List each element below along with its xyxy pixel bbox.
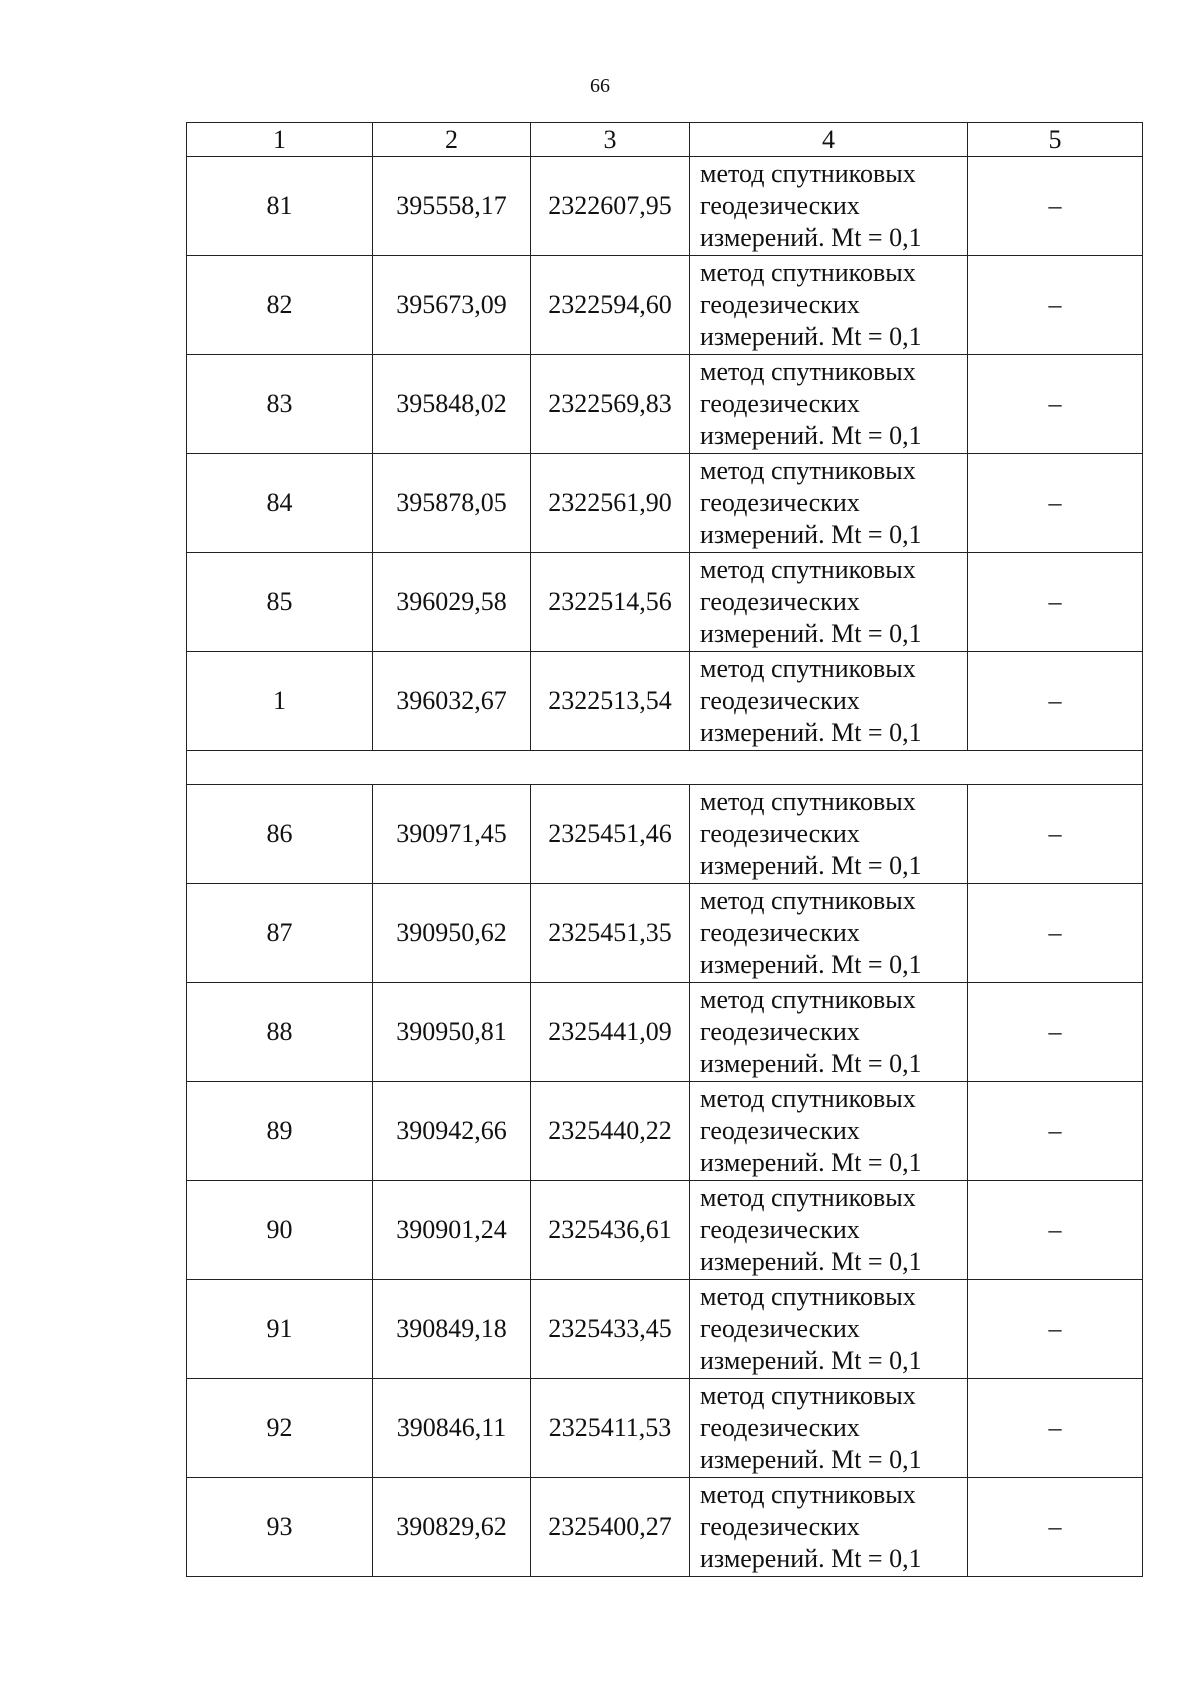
method-text-line: метод спутниковых [700,159,916,188]
method-text-line: метод спутниковых [700,985,916,1014]
note-cell: – [968,1478,1143,1577]
method-text-line: метод спутниковых [700,258,916,287]
table-row [187,785,1143,884]
note-cell: – [968,256,1143,355]
table-row [187,1478,1143,1577]
method-text-line: геодезических [700,1116,860,1145]
table-row [187,1280,1143,1379]
method-text-line: метод спутниковых [700,1084,916,1113]
y-coordinate-cell: 2325436,61 [531,1181,690,1280]
header-cell: 2 [373,123,531,157]
point-number-cell: 92 [187,1379,373,1478]
method-text-line: геодезических [700,1215,860,1244]
method-text-line: метод спутниковых [700,1480,916,1509]
point-number-cell: 90 [187,1181,373,1280]
y-coordinate-cell: 2322561,90 [531,454,690,553]
x-coordinate-cell: 396029,58 [373,553,531,652]
table-row [187,454,1143,553]
method-text-line: метод спутниковых [700,787,916,816]
method-cell [690,1181,968,1280]
method-cell [690,983,968,1082]
y-coordinate-cell: 2322514,56 [531,553,690,652]
x-coordinate-cell: 390849,18 [373,1280,531,1379]
y-coordinate-cell: 2322607,95 [531,157,690,256]
method-text-line: геодезических [700,587,860,616]
method-text-line: геодезических [700,1017,860,1046]
table-row [187,652,1143,751]
coordinates-table [186,122,1143,1577]
method-text-line: геодезических [700,1314,860,1343]
method-cell [690,1280,968,1379]
method-text-line: метод спутниковых [700,886,916,915]
method-cell [690,553,968,652]
header-row [187,123,1143,157]
note-cell: – [968,1379,1143,1478]
note-cell: – [968,884,1143,983]
method-text-line: измерений. Mt = 0,1 [700,223,922,252]
method-text-line: измерений. Mt = 0,1 [700,1346,922,1375]
table-row [187,157,1143,256]
method-text-line: геодезических [700,191,860,220]
point-number-cell: 84 [187,454,373,553]
method-text-line: метод спутниковых [700,555,916,584]
y-coordinate-cell: 2325400,27 [531,1478,690,1577]
y-coordinate-cell: 2322569,83 [531,355,690,454]
table-row [187,1082,1143,1181]
y-coordinate-cell: 2322513,54 [531,652,690,751]
table-body [187,123,1143,1577]
method-text-line: измерений. Mt = 0,1 [700,718,922,747]
method-text-line: метод спутниковых [700,1381,916,1410]
method-cell [690,256,968,355]
method-text-line: метод спутниковых [700,456,916,485]
note-cell: – [968,983,1143,1082]
point-number-cell: 1 [187,652,373,751]
method-text-line: измерений. Mt = 0,1 [700,1544,922,1573]
y-coordinate-cell: 2325411,53 [531,1379,690,1478]
method-text-line: геодезических [700,1512,860,1541]
method-text-line: измерений. Mt = 0,1 [700,1445,922,1474]
method-text-line: измерений. Mt = 0,1 [700,520,922,549]
group-separator-row [187,751,1143,785]
note-cell: – [968,1181,1143,1280]
table-row [187,256,1143,355]
method-text-line: измерений. Mt = 0,1 [700,851,922,880]
method-text-line: метод спутниковых [700,1282,916,1311]
method-text-line: измерений. Mt = 0,1 [700,421,922,450]
note-cell: – [968,1082,1143,1181]
y-coordinate-cell: 2325451,35 [531,884,690,983]
x-coordinate-cell: 390942,66 [373,1082,531,1181]
method-text-line: геодезических [700,389,860,418]
note-cell: – [968,785,1143,884]
table-row [187,983,1143,1082]
header-cell: 5 [968,123,1143,157]
method-text-line: измерений. Mt = 0,1 [700,1148,922,1177]
x-coordinate-cell: 390846,11 [373,1379,531,1478]
point-number-cell: 89 [187,1082,373,1181]
x-coordinate-cell: 396032,67 [373,652,531,751]
y-coordinate-cell: 2325433,45 [531,1280,690,1379]
table-row [187,355,1143,454]
method-cell [690,454,968,553]
table-row [187,1379,1143,1478]
method-cell [690,157,968,256]
method-text-line: геодезических [700,488,860,517]
method-text-line: геодезических [700,918,860,947]
page-number: 66 [590,75,610,97]
point-number-cell: 85 [187,553,373,652]
point-number-cell: 82 [187,256,373,355]
method-cell [690,652,968,751]
y-coordinate-cell: 2325451,46 [531,785,690,884]
point-number-cell: 81 [187,157,373,256]
y-coordinate-cell: 2322594,60 [531,256,690,355]
separator-cell [187,751,1143,785]
method-text-line: измерений. Mt = 0,1 [700,1247,922,1276]
x-coordinate-cell: 390971,45 [373,785,531,884]
method-cell [690,884,968,983]
note-cell: – [968,1280,1143,1379]
method-text-line: измерений. Mt = 0,1 [700,1049,922,1078]
method-text-line: геодезических [700,290,860,319]
y-coordinate-cell: 2325440,22 [531,1082,690,1181]
method-text-line: геодезических [700,686,860,715]
note-cell: – [968,454,1143,553]
method-cell [690,785,968,884]
note-cell: – [968,652,1143,751]
method-text-line: метод спутниковых [700,1183,916,1212]
table-row [187,884,1143,983]
x-coordinate-cell: 395878,05 [373,454,531,553]
header-cell: 3 [531,123,690,157]
method-cell [690,355,968,454]
header-cell: 1 [187,123,373,157]
method-cell [690,1478,968,1577]
method-text-line: метод спутниковых [700,654,916,683]
note-cell: – [968,553,1143,652]
method-text-line: метод спутниковых [700,357,916,386]
note-cell: – [968,355,1143,454]
x-coordinate-cell: 395673,09 [373,256,531,355]
method-cell [690,1082,968,1181]
method-text-line: измерений. Mt = 0,1 [700,950,922,979]
method-text-line: измерений. Mt = 0,1 [700,322,922,351]
table-row [187,553,1143,652]
x-coordinate-cell: 395848,02 [373,355,531,454]
point-number-cell: 91 [187,1280,373,1379]
method-text-line: измерений. Mt = 0,1 [700,619,922,648]
table-row [187,1181,1143,1280]
method-text-line: геодезических [700,819,860,848]
header-cell: 4 [690,123,968,157]
point-number-cell: 86 [187,785,373,884]
x-coordinate-cell: 390901,24 [373,1181,531,1280]
point-number-cell: 87 [187,884,373,983]
method-cell [690,1379,968,1478]
x-coordinate-cell: 390950,62 [373,884,531,983]
x-coordinate-cell: 390950,81 [373,983,531,1082]
point-number-cell: 93 [187,1478,373,1577]
x-coordinate-cell: 395558,17 [373,157,531,256]
y-coordinate-cell: 2325441,09 [531,983,690,1082]
note-cell: – [968,157,1143,256]
x-coordinate-cell: 390829,62 [373,1478,531,1577]
method-text-line: геодезических [700,1413,860,1442]
point-number-cell: 83 [187,355,373,454]
point-number-cell: 88 [187,983,373,1082]
